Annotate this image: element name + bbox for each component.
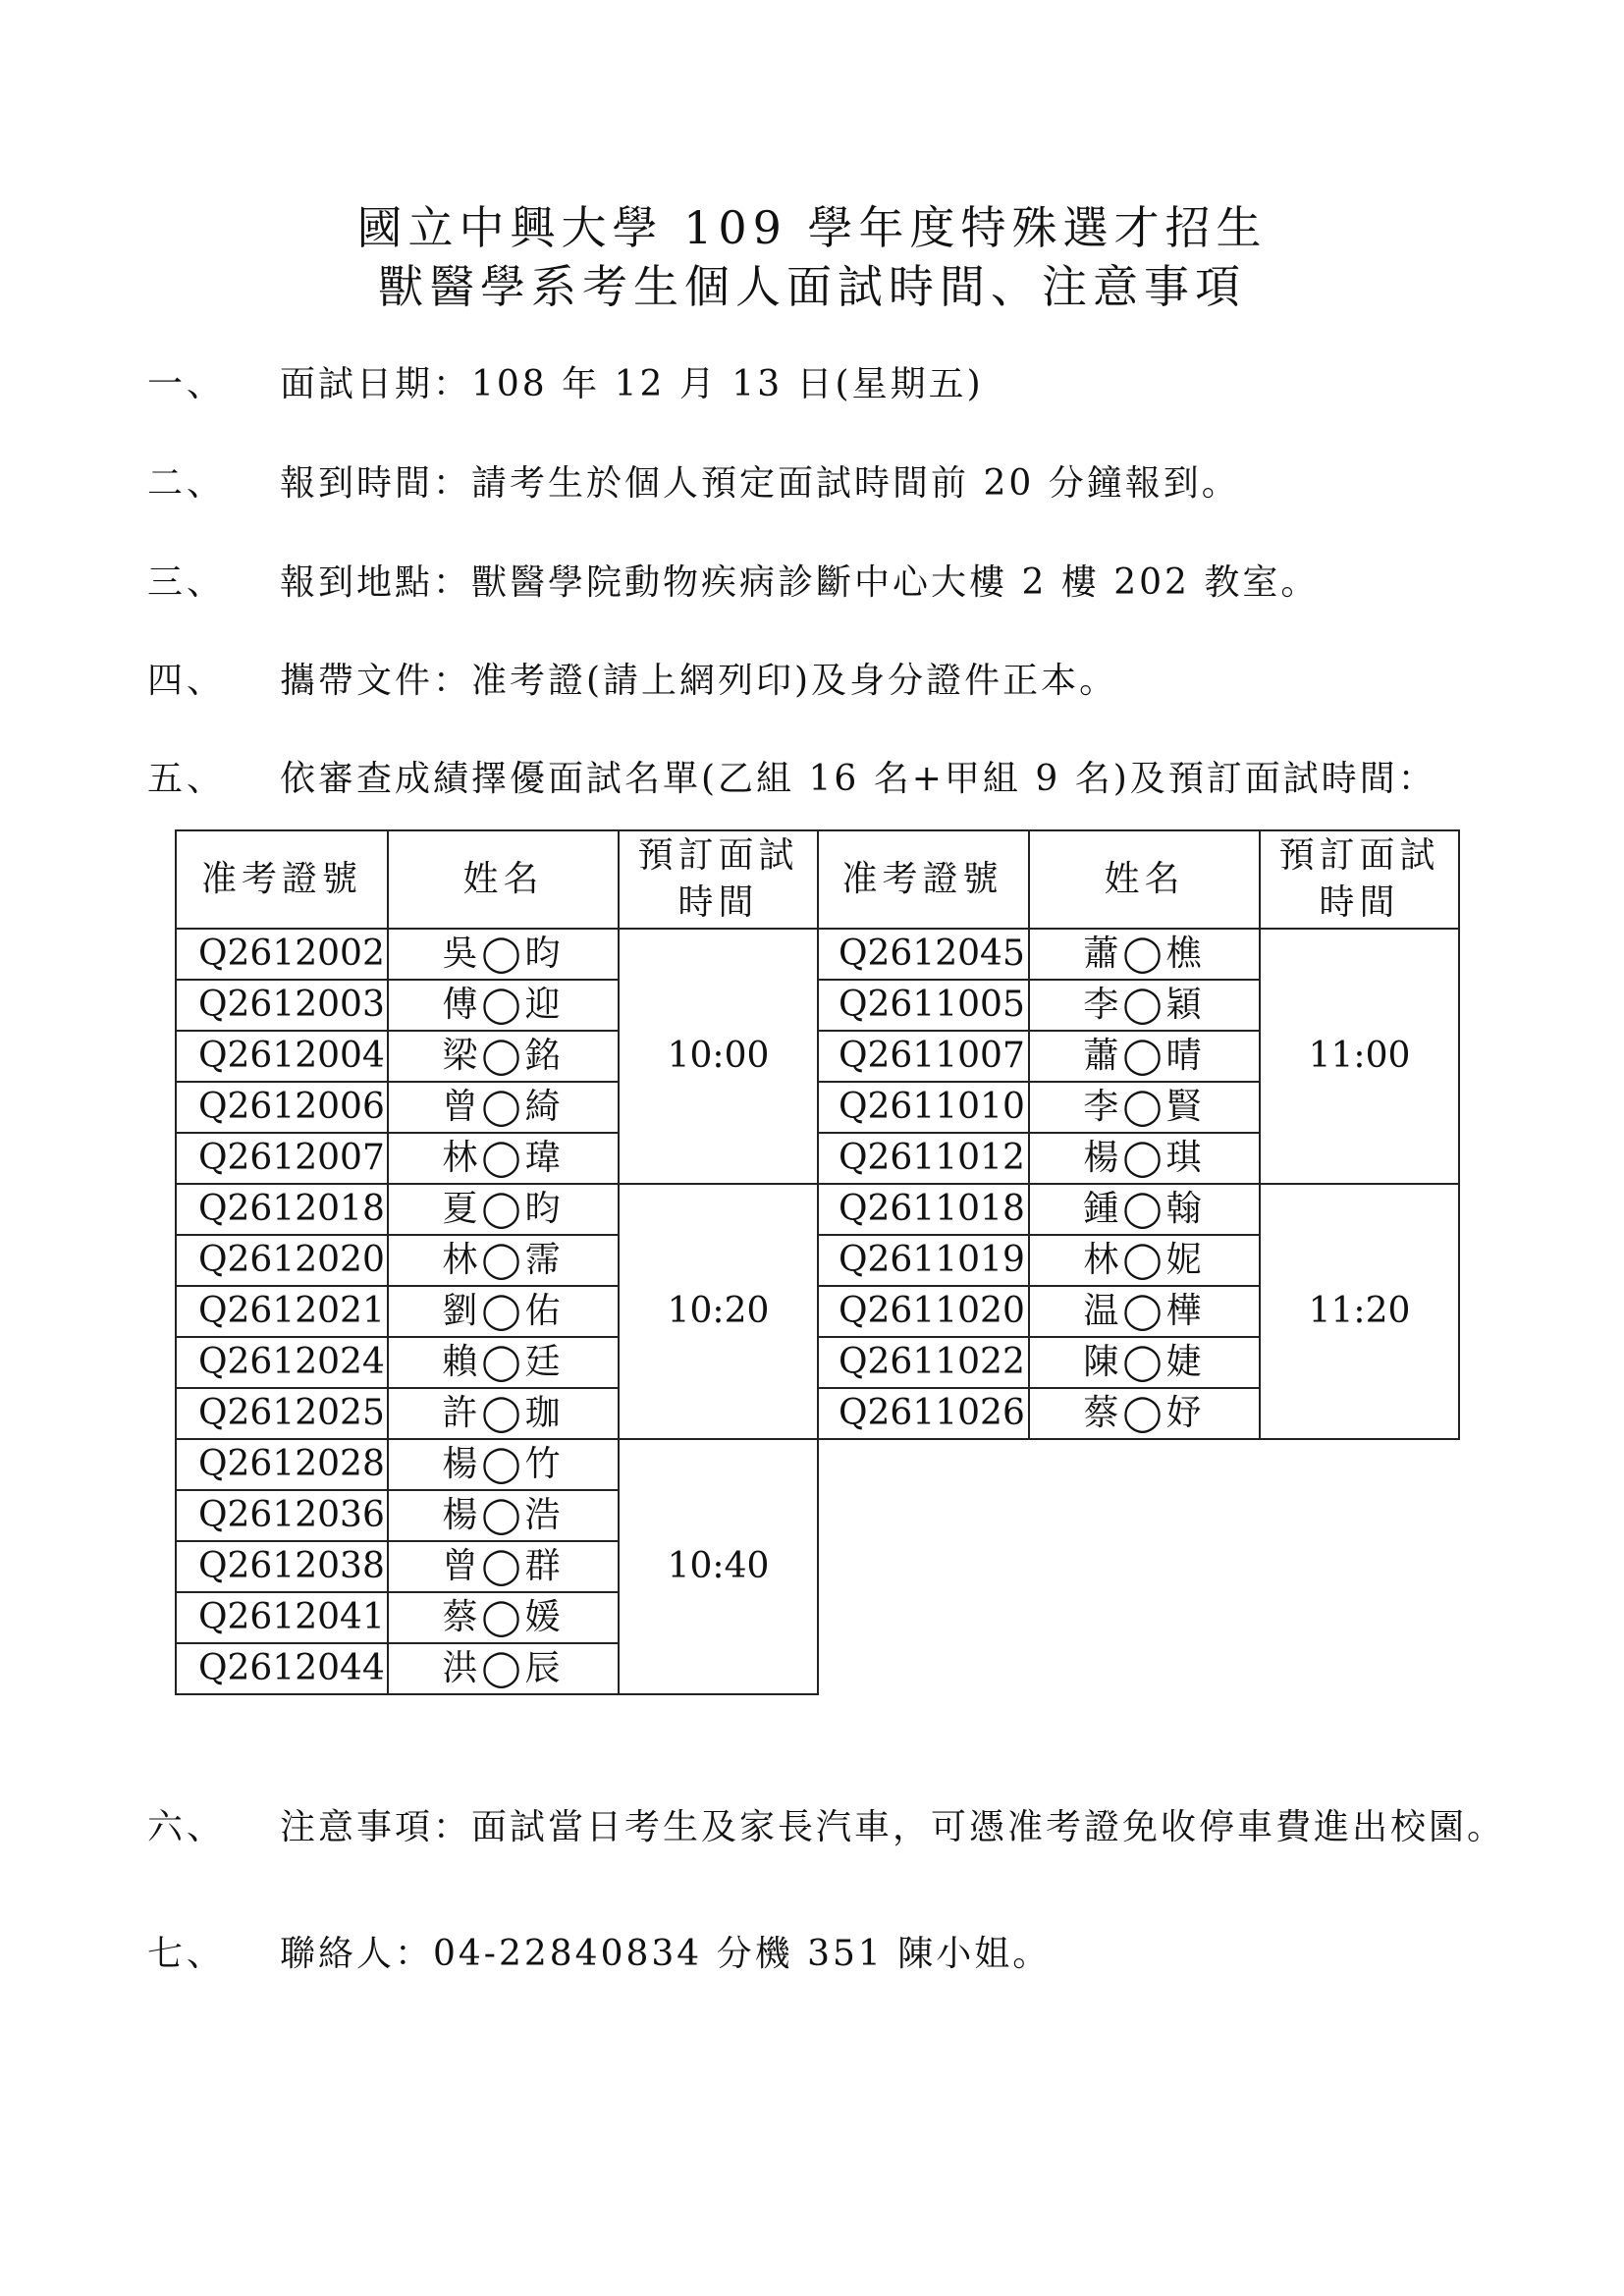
candidate-name-cell: 蕭◯晴	[1029, 1031, 1260, 1082]
document-title-line-1: 國立中興大學 109 學年度特殊選才招生	[356, 201, 1268, 254]
exam-id-cell: Q2612004	[176, 1031, 388, 1082]
exam-id-cell: Q2611026	[817, 1388, 1029, 1439]
exam-id-cell: Q2611007	[817, 1031, 1029, 1082]
item-text: 報到時間：請考生於個人預定面試時間前 20 分鐘報到。	[280, 463, 1240, 504]
table-row	[817, 929, 1459, 980]
exam-id-cell: Q2612002	[176, 929, 388, 980]
interview-schedule-table-right	[817, 829, 1460, 1440]
exam-id-cell: Q2612038	[176, 1541, 388, 1592]
exam-id-cell: Q2612006	[176, 1082, 388, 1133]
candidate-name-cell: 吳◯昀	[388, 929, 619, 980]
item-text: 依審查成績擇優面試名單(乙組 16 名+甲組 9 名)及預訂面試時間：	[280, 759, 1436, 799]
candidate-name-cell: 楊◯琪	[1029, 1133, 1260, 1184]
exam-id-cell: Q2612018	[176, 1184, 388, 1235]
interview-time-cell: 11:20	[1260, 1184, 1459, 1439]
exam-id-cell: Q2612003	[176, 980, 388, 1031]
interview-time-cell: 10:40	[619, 1439, 818, 1694]
candidate-name-cell: 林◯瑋	[388, 1133, 619, 1184]
table-row	[817, 1184, 1459, 1235]
item-text: 聯絡人：04-22840834 分機 351 陳小姐。	[280, 1934, 1052, 1974]
item-number: 五、	[147, 759, 227, 799]
item-text: 報到地點：獸醫學院動物疾病診斷中心大樓 2 樓 202 教室。	[280, 562, 1320, 603]
exam-id-cell: Q2612021	[176, 1286, 388, 1337]
candidate-name-cell: 楊◯竹	[388, 1439, 619, 1490]
candidate-name-cell: 李◯賢	[1029, 1082, 1260, 1133]
exam-id-cell: Q2612044	[176, 1643, 388, 1694]
exam-id-cell: Q2611005	[817, 980, 1029, 1031]
exam-id-cell: Q2611010	[817, 1082, 1029, 1133]
candidate-name-cell: 許◯珈	[388, 1388, 619, 1439]
item-text: 攜帶文件：准考證(請上網列印)及身分證件正本。	[280, 661, 1118, 701]
header-exam-id: 准考證號	[176, 830, 388, 929]
header-scheduled-time-line2: 時間	[677, 882, 759, 923]
interview-schedule-table-left	[175, 829, 819, 1695]
exam-id-cell: Q2611018	[817, 1184, 1029, 1235]
item-text: 注意事項：面試當日考生及家長汽車，可憑准考證免收停車費進出校園。	[280, 1807, 1506, 1847]
candidate-name-cell: 蔡◯妤	[1029, 1388, 1260, 1439]
item-number: 六、	[147, 1807, 227, 1847]
exam-id-cell: Q2612024	[176, 1337, 388, 1388]
candidate-name-cell: 劉◯佑	[388, 1286, 619, 1337]
table-header-row	[176, 830, 818, 929]
candidate-name-cell: 曾◯群	[388, 1541, 619, 1592]
header-scheduled-time-line1: 預訂面試	[1278, 835, 1440, 876]
exam-id-cell: Q2612007	[176, 1133, 388, 1184]
item-number: 三、	[147, 562, 227, 603]
candidate-name-cell: 李◯穎	[1029, 980, 1260, 1031]
candidate-name-cell: 洪◯辰	[388, 1643, 619, 1694]
candidate-name-cell: 林◯妮	[1029, 1235, 1260, 1286]
header-name: 姓名	[388, 830, 619, 929]
exam-id-cell: Q2611022	[817, 1337, 1029, 1388]
header-scheduled-time-line2: 時間	[1319, 882, 1400, 923]
exam-id-cell: Q2611012	[817, 1133, 1029, 1184]
candidate-name-cell: 梁◯銘	[388, 1031, 619, 1082]
interview-time-cell: 10:00	[619, 929, 818, 1184]
document-title-line-2: 獸醫學系考生個人面試時間、注意事項	[378, 260, 1246, 313]
exam-id-cell: Q2612045	[817, 929, 1029, 980]
candidate-name-cell: 鍾◯翰	[1029, 1184, 1260, 1235]
item-number: 一、	[147, 364, 227, 404]
table-header-row	[817, 830, 1459, 929]
candidate-name-cell: 傅◯迎	[388, 980, 619, 1031]
header-scheduled-time-line1: 預訂面試	[637, 835, 799, 876]
exam-id-cell: Q2612020	[176, 1235, 388, 1286]
header-exam-id: 准考證號	[817, 830, 1029, 929]
candidate-name-cell: 賴◯廷	[388, 1337, 619, 1388]
candidate-name-cell: 夏◯昀	[388, 1184, 619, 1235]
exam-id-cell: Q2612025	[176, 1388, 388, 1439]
table-row	[176, 1439, 818, 1490]
exam-id-cell: Q2611020	[817, 1286, 1029, 1337]
candidate-name-cell: 曾◯綺	[388, 1082, 619, 1133]
exam-id-cell: Q2612036	[176, 1490, 388, 1541]
exam-id-cell: Q2612028	[176, 1439, 388, 1490]
item-number: 四、	[147, 661, 227, 701]
interview-time-cell: 11:00	[1260, 929, 1459, 1184]
item-number: 七、	[147, 1934, 227, 1974]
header-scheduled-time	[619, 830, 818, 929]
interview-time-cell: 10:20	[619, 1184, 818, 1439]
item-text: 面試日期：108 年 12 月 13 日(星期五)	[280, 364, 984, 404]
candidate-name-cell: 温◯樺	[1029, 1286, 1260, 1337]
header-scheduled-time	[1260, 830, 1459, 929]
candidate-name-cell: 楊◯浩	[388, 1490, 619, 1541]
candidate-name-cell: 蕭◯樵	[1029, 929, 1260, 980]
table-row	[176, 1184, 818, 1235]
candidate-name-cell: 蔡◯媛	[388, 1592, 619, 1643]
exam-id-cell: Q2612041	[176, 1592, 388, 1643]
exam-id-cell: Q2611019	[817, 1235, 1029, 1286]
item-number: 二、	[147, 463, 227, 504]
table-row	[176, 929, 818, 980]
header-name: 姓名	[1029, 830, 1260, 929]
candidate-name-cell: 林◯霈	[388, 1235, 619, 1286]
candidate-name-cell: 陳◯婕	[1029, 1337, 1260, 1388]
